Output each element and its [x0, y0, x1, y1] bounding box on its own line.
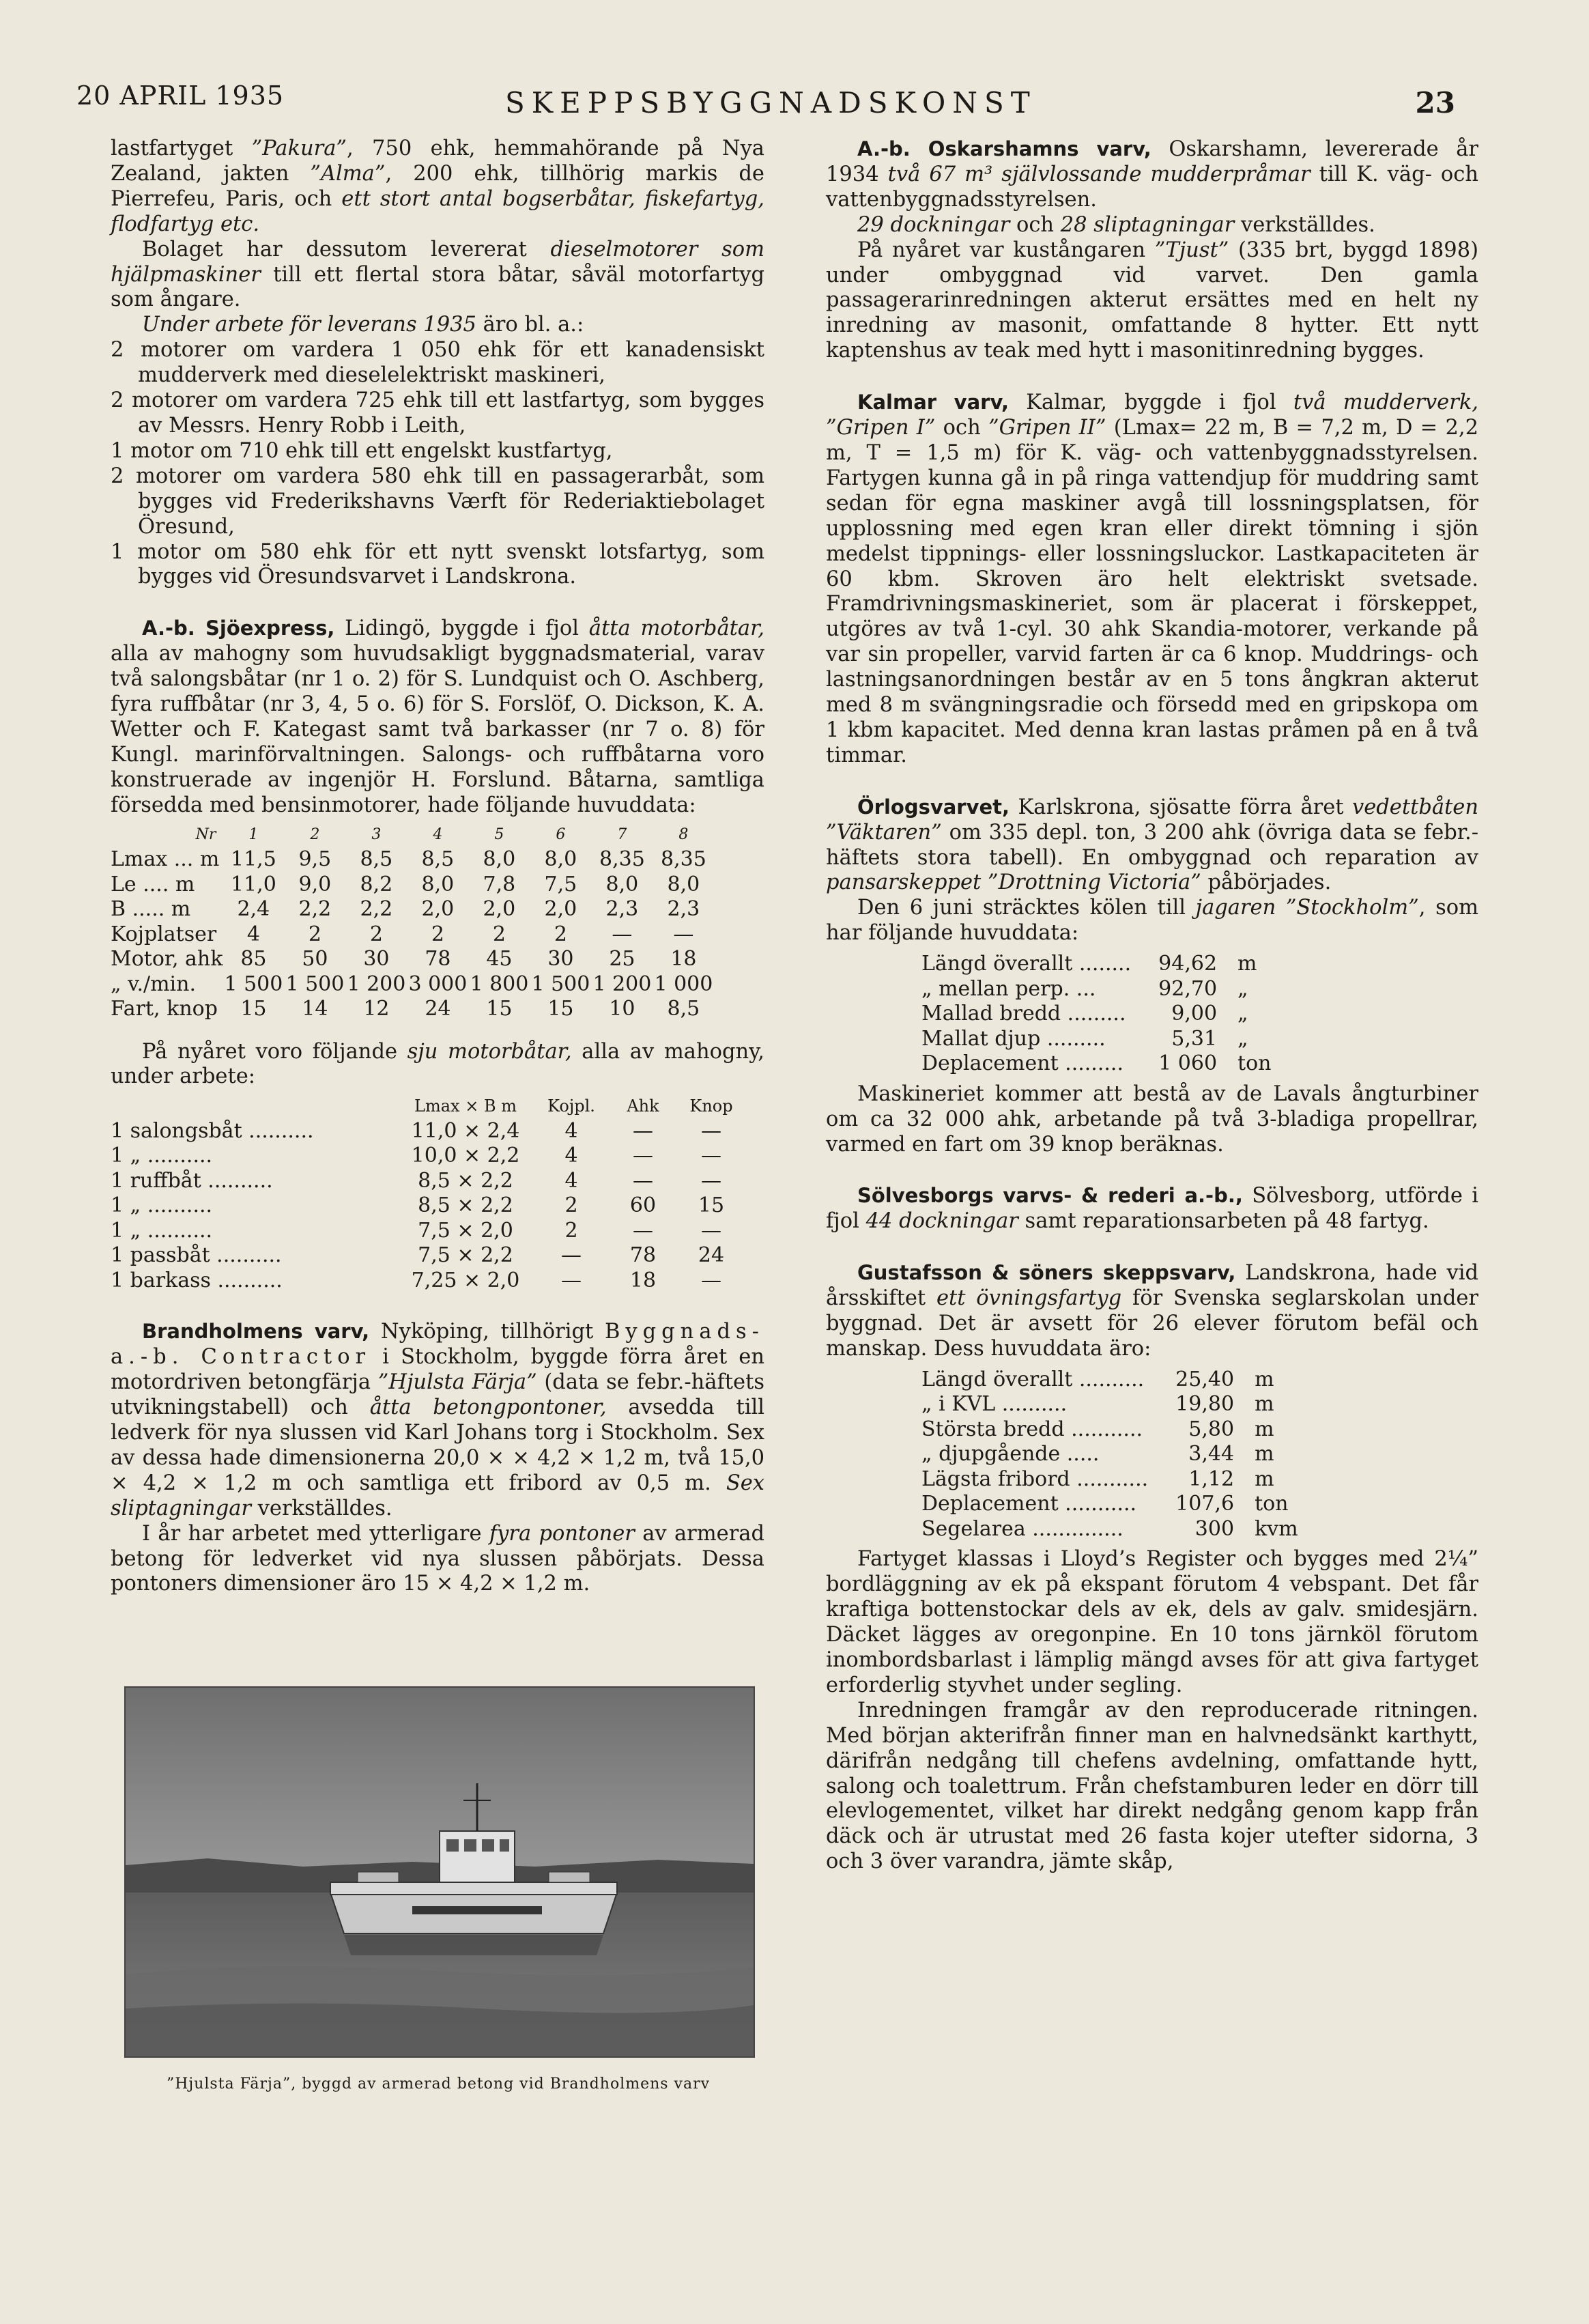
right-column [826, 137, 1478, 1875]
table-row: Le .... m 11,0 9,0 8,2 8,0 7,8 7,5 8,0 8,0 [111, 872, 700, 896]
header-date: 20 APRIL 1935 [76, 81, 285, 111]
table-row: Längd överallt .......... 25,40 m [921, 1367, 1274, 1391]
table-row: Segelarea .............. 300 kvm [921, 1516, 1298, 1541]
section-orlogsvarvet: Örlogsvarvet, Karlskrona, sjösatte förra året vedettbåten ”Väktaren” om 335 depl. ton, 3 200 ahk (övriga data se febr.-häftets stora tabell). En ombyggnad och reparation av pansarskeppet ”Drottning Victoria” påbörjades. [826, 795, 1478, 895]
table-header-row: Lmax × B m Kojpl. Ahk Knop [414, 1096, 733, 1116]
list-item: 2 motorer om vardera 580 ehk till en passagerarbåt, som bygges vid Frederikshavns Værft för Rederiaktiebolaget Öresund, [111, 464, 764, 539]
table-row: Fart, knop 15 14 12 24 15 15 10 8,5 [111, 997, 700, 1021]
table-row: 1 passbåt .......... 7,5 × 2,2 — 78 24 [111, 1243, 725, 1268]
stockholm-spec-table [921, 952, 1271, 1077]
ferry-illustration [126, 1688, 754, 2056]
table-row: Deplacement ........... 107,6 ton [921, 1492, 1289, 1516]
paragraph-pakura: lastfartyget ”Pakura”, 750 ehk, hemmahörande på Nya Zealand, jakten ”Alma”, 200 ehk, tillhörig markis de Pierrefeu, Paris, och ett stort antal bogserbåtar, fiskefartyg, flodfartyg etc. [111, 137, 764, 236]
table-row: Största bredd ........... 5,80 m [921, 1417, 1274, 1441]
list-item: 1 motor om 580 ehk för ett nytt svenskt lotsfartyg, som bygges vid Öresundsvarvet i Landskrona. [111, 539, 764, 589]
paragraph-fyra-pontoner: I år har arbetet med ytterligare fyra pontoner av armerad betong för ledverket vid nya slussen påbörjats. Dessa pontoners dimensioner äro 15 × 4,2 × 1,2 m. [111, 1521, 764, 1596]
table-row: Mallat djup ......... 5,31 „ [921, 1026, 1248, 1051]
table-row: 1 „ .......... 7,5 × 2,0 2 — — [111, 1218, 721, 1243]
photo-caption: ”Hjulsta Färja”, byggd av armerad betong vid Brandholmens varv [166, 2075, 711, 2093]
table-row: 1 „ .......... 10,0 × 2,2 4 — — [111, 1144, 721, 1168]
paragraph-fartyget: Fartyget klassas i Lloyd’s Register och bygges med 2¼” bordläggning av ek på ekspant förutom 4 vebspant. Det får kraftiga bottenstockar dels av ek, dels av galv. smidesjärn. Däcket lägges av oregonpine. En 10 tons järnköl förutom inombordsbarlast i lämplig mängd avses för att giva fartyget erforderlig styvhet under segling. [826, 1547, 1478, 1697]
list-item: 1 motor om 710 ehk till ett engelskt kustfartyg, [111, 438, 613, 463]
paragraph-dockningar: 29 dockningar och 28 sliptagningar verkställdes. [857, 212, 1375, 237]
journal-title: SKEPPSBYGGNADSKONST [505, 86, 1037, 119]
paragraph-inredningen: Inredningen framgår av den reproducerade ritningen. Med början akterifrån finner man en halvnedsänkt karthytt, därifrån nedgång till chefens avdelning, omfattande hytt, salong och toalettrum. Från chefstamburen leder en dörr till elevlogementet, vilket har direkt nedgång genom kapp från däck och är utrustat med 26 fasta kojer utefter sidorna, 3 och 3 över varandra, jämte skåp, [826, 1698, 1478, 1874]
ferry-photo [124, 1686, 755, 2058]
table-row: Mallad bredd ......... 9,00 „ [921, 1002, 1248, 1026]
list-item: 2 motorer om vardera 1 050 ehk för ett kanadensiskt mudderverk med dieselelektriskt maskineri, [111, 338, 764, 388]
section-solvesborgs-varv: Sölvesborgs varvs- & rederi a.-b., Sölvesborg, utförde i fjol 44 dockningar samt reparationsarbeten på 48 fartyg. [826, 1184, 1478, 1234]
table-row: B ..... m 2,4 2,2 2,2 2,0 2,0 2,0 2,3 2,3 [111, 897, 700, 922]
section-brandholmens-varv: Brandholmens varv, Nyköping, tillhörigt Byggnads-a.-b. Contractor i Stockholm, byggde förra året en motordriven betongfärja ”Hjulsta Färja” (data se febr.-häftets utvikningstabell) och åtta betongpontoner, avsedda till ledverk för nya slussen vid Karl Johans torg i Stockholm. Sex av dessa hade dimensionerna 20,0 × × 4,2 × 1,2 m, två 15,0 × 4,2 × 1,2 m och samtliga ett fribord av 0,5 m. Sex sliptagningar verkställdes. [111, 1320, 764, 1520]
table-row: Kojplatser 4 2 2 2 2 2 — — [111, 922, 694, 946]
motorboat-data-table [111, 823, 714, 1022]
section-gustafsson-varv: Gustafsson & söners skeppsvarv, Landskrona, hade vid årsskiftet ett övningsfartyg för Svenska seglarskolan under byggnad. Det är avsett för 26 elever förutom befäl och manskap. Dess huvuddata äro: [826, 1261, 1478, 1361]
paragraph-under-arbete: Under arbete för leverans 1935 äro bl. a.: [142, 313, 584, 337]
paragraph-maskineri: Maskineriet kommer att bestå av de Lavals ångturbiner om ca 32 000 ahk, arbetande på två 3-bladiga propellrar, varmed en fart om 39 knop beräknas. [826, 1081, 1478, 1157]
page-number: 23 [1415, 86, 1455, 119]
table-row: 1 salongsbåt .......... 11,0 × 2,4 4 — — [111, 1118, 721, 1143]
paragraph-sju-motorbatar: På nyåret voro följande sju motorbåtar, alla av mahogny, under arbete: [111, 1039, 764, 1089]
paragraph-tjust: På nyåret var kustångaren ”Tjust” (335 brt, byggd 1898) under ombyggnad vid varvet. Den gamla passagerarinredningen akterut ersättes med en helt ny inredning av masonit, omfattande 8 hytter. Ett nytt kaptenshus av teak med hytt i masonitinredning bygges. [826, 238, 1478, 363]
paragraph-dieselmotorer: Bolaget har dessutom levererat dieselmotorer som hjälpmaskiner till ett flertal stora båtar, såväl motorfartyg som ångare. [111, 237, 765, 312]
table-row: 1 ruffbåt .......... 8,5 × 2,2 4 — — [111, 1168, 721, 1193]
table-row: 1 barkass .......... 7,25 × 2,0 — 18 — [111, 1268, 721, 1292]
table-row: Lmax ... m 11,5 9,5 8,5 8,5 8,0 8,0 8,35 8,35 [111, 847, 706, 872]
table-row: „ v./min. 1 500 1 500 1 200 3 000 1 800 1 500 1 200 1 000 [111, 972, 713, 996]
table-row: 1 „ .......... 8,5 × 2,2 2 60 15 [111, 1193, 725, 1218]
boats-under-work-table [111, 1094, 745, 1293]
section-sjoexpress: A.-b. Sjöexpress, Lidingö, byggde i fjol åtta motorbåtar, alla av mahogny som huvudsakligt byggnadsmaterial, varav två salongsbåtar (nr 1 o. 2) för S. Lundquist och O. Aschberg, fyra ruffbåtar (nr 3, 4, 5 o. 6) för S. Forslöf, O. Dickson, K. A. Wetter och F. Kategast samt två barkasser (nr 7 o. 8) för Kungl. marinförvaltningen. Salongs- och ruffbåtarna voro konstruerade av ingenjör H. Forslund. Båtarna, samtliga försedda med bensinmotorer, hade följande huvuddata: [111, 617, 764, 817]
table-row: „ mellan perp. ... 92,70 „ [921, 976, 1248, 1001]
table-row: „ djupgående ..... 3,44 m [921, 1442, 1274, 1466]
section-kalmar-varv: Kalmar varv, Kalmar, byggde i fjol två mudderverk, ”Gripen I” och ”Gripen II” (Lmax= 22 m, B = 7,2 m, D = 2,2 m, T = 1,5 m) för K. väg- och vattenbyggnadsstyrelsen. Fartygen kunna gå in på ringa vattendjup för muddring samt sedan för egna maskiner avgå till lossningsplatsen, för upplossning med egen kran eller direkt tömning i sjön medelst tippnings- eller lossningsluckor. Lastkapaciteten är 60 kbm. Skroven äro helt elektriskt svetsade. Framdrivningsmaskineriet, som är placerat i förskeppet, utgöres av två 1-cyl. 30 ahk Skandia-motorer, verkande på var sin propeller, varvid farten är ca 6 knop. Muddrings- och lastningsanordningen består av en 5 tons ångkran akterut med 8 m svängningsradie och försedd med en gripskopa om 1 kbm kapacitet. Med denna kran lastas pråmen på en å två timmar. [826, 391, 1478, 767]
table-row: „ i KVL .......... 19,80 m [921, 1392, 1274, 1417]
ovningsfartyg-spec-table [921, 1368, 1298, 1542]
left-column [111, 137, 764, 1597]
table-row: Deplacement ......... 1 060 ton [921, 1051, 1272, 1076]
motor-order-list [111, 338, 764, 590]
paragraph-stockholm: Den 6 juni sträcktes kölen till jagaren ”Stockholm”, som har följande huvuddata: [826, 896, 1479, 946]
table-row: Längd överallt ........ 94,62 m [921, 952, 1257, 976]
table-header-row: Nr 1 2 3 4 5 6 7 8 [195, 825, 689, 843]
table-row: Motor, ahk 85 50 30 78 45 30 25 18 [111, 947, 697, 972]
section-oskarshamns-varv: A.-b. Oskarshamns varv, Oskarshamn, levererade år 1934 två 67 m³ självlossande mudderpråmar till K. väg- och vattenbyggnadsstyrelsen. [826, 137, 1478, 212]
list-item: 2 motorer om vardera 725 ehk till ett lastfartyg, som bygges av Messrs. Henry Robb i Leith, [111, 388, 764, 438]
table-row: Lägsta fribord ........... 1,12 m [921, 1466, 1274, 1491]
